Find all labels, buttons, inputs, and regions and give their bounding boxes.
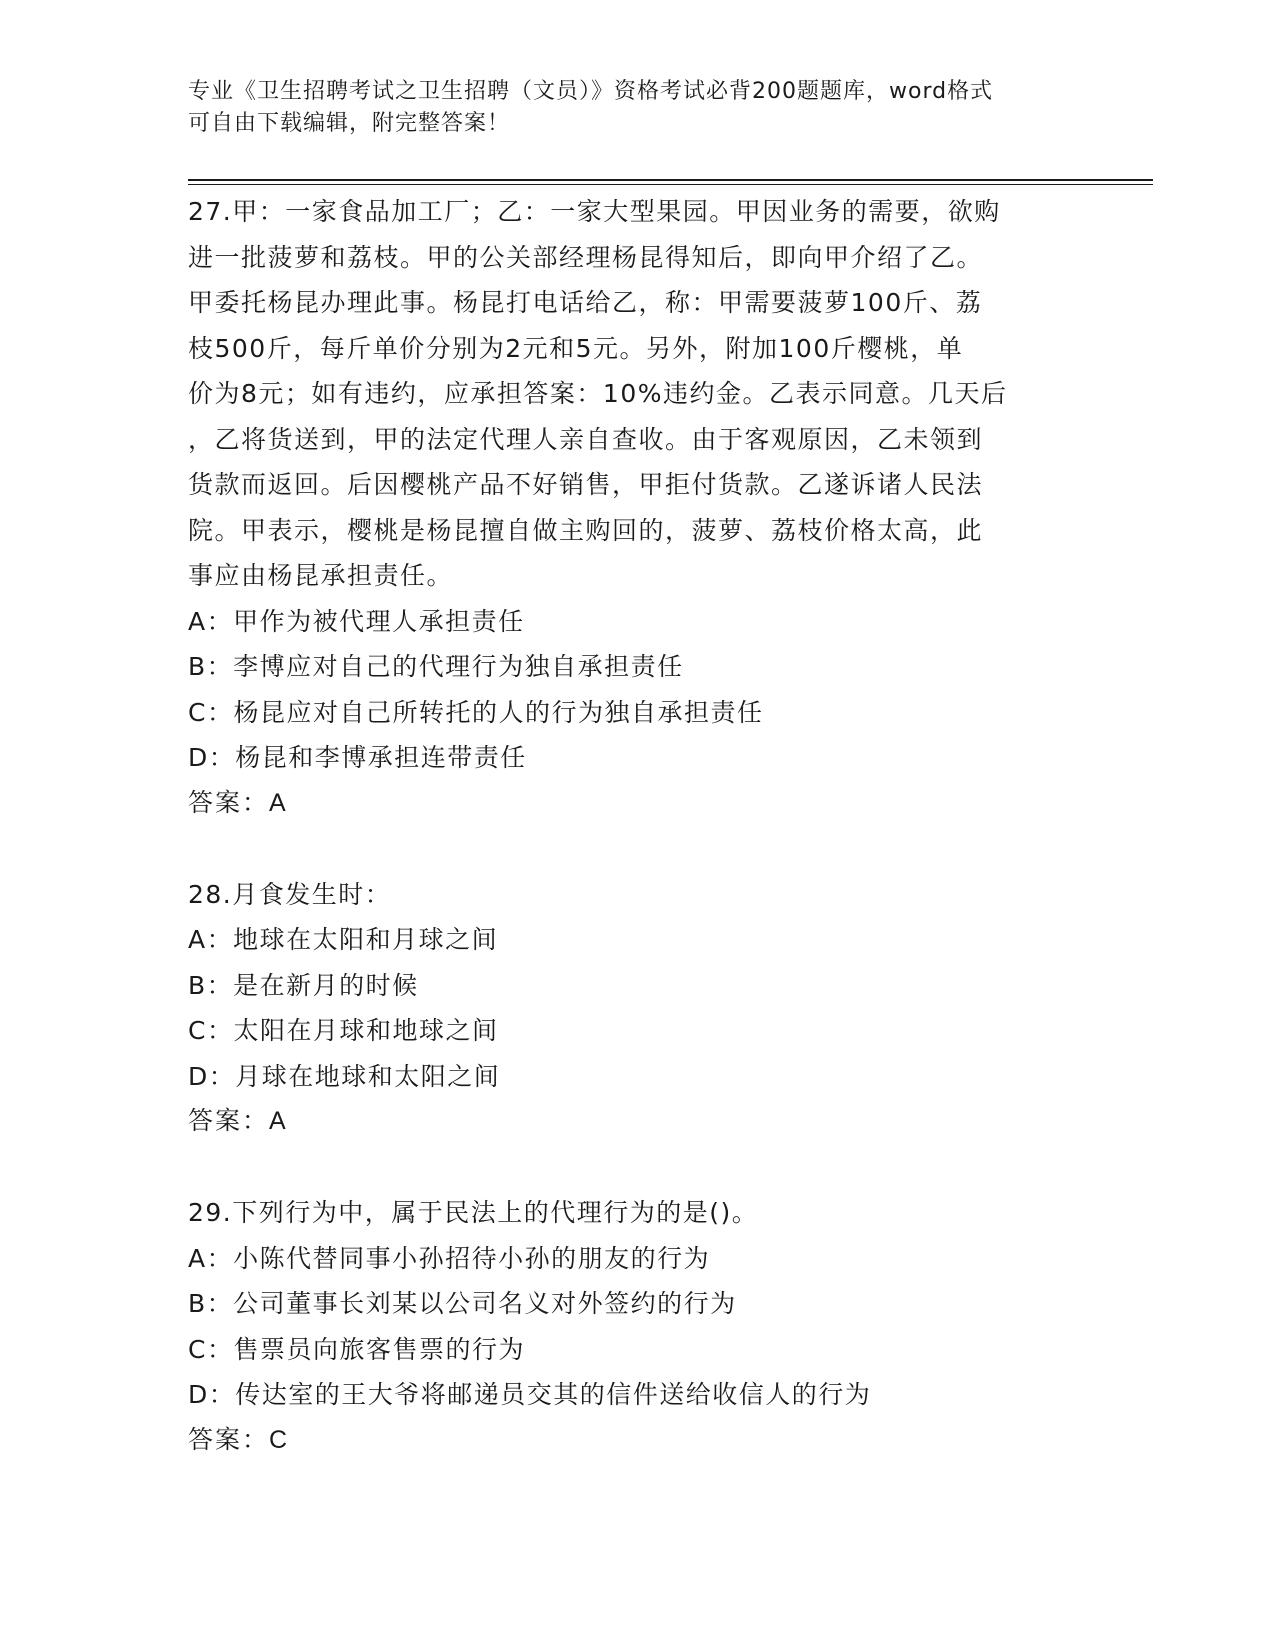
question-27 <box>188 189 1088 826</box>
header-line: 专业《卫生招聘考试之卫生招聘（文员）》资格考试必背200题题库，word格式 <box>188 79 994 104</box>
answer-label: 答案：C <box>188 1425 290 1454</box>
question-stem-line: 事应由杨昆承担责任。 <box>188 561 454 590</box>
question-stem-line: 进一批菠萝和荔枝。甲的公关部经理杨昆得知后，即向甲介绍了乙。 <box>188 242 984 272</box>
question-stem-line: 29.下列行为中，属于民法上的代理行为的是()。 <box>188 1198 759 1227</box>
question-stem-line: ，乙将货送到，甲的法定代理人亲自查收。由于客观原因，乙未领到 <box>188 424 984 454</box>
question-stem-line: 28.月食发生时： <box>188 879 392 909</box>
option-b: B：李博应对自己的代理行为独自承担责任 <box>188 652 684 681</box>
document-header <box>188 76 1068 140</box>
header-line: 可自由下载编辑，附完整答案！ <box>188 111 511 136</box>
option-d: D：杨昆和李博承担连带责任 <box>188 743 527 772</box>
option-b: B：是在新月的时候 <box>188 970 419 1000</box>
question-stem-line: 价为8元；如有违约，应承担答案：10%违约金。乙表示同意。几天后 <box>188 379 1008 408</box>
question-list <box>188 189 1088 1463</box>
question-stem-line: 院。甲表示，樱桃是杨昆擅自做主购回的，菠萝、荔枝价格太高，此 <box>188 515 984 545</box>
question-28 <box>188 872 1088 1145</box>
option-a: A：地球在太阳和月球之间 <box>188 925 499 954</box>
question-29 <box>188 1190 1088 1463</box>
question-stem-line: 货款而返回。后因樱桃产品不好销售，甲拒付货款。乙遂诉诸人民法 <box>188 470 984 499</box>
option-a: A：甲作为被代理人承担责任 <box>188 606 525 636</box>
option-d: D：传达室的王大爷将邮递员交其的信件送给收信人的行为 <box>188 1380 872 1409</box>
option-d: D：月球在地球和太阳之间 <box>188 1061 501 1091</box>
question-spacer <box>188 826 1088 872</box>
option-c: C：售票员向旅客售票的行为 <box>188 1334 525 1364</box>
header-divider-thick <box>188 179 1153 181</box>
header-divider-thin <box>188 184 1153 185</box>
option-c: C：杨昆应对自己所转托的人的行为独自承担责任 <box>188 697 764 727</box>
option-a: A：小陈代替同事小孙招待小孙的朋友的行为 <box>188 1243 711 1273</box>
question-stem-line: 枝500斤，每斤单价分别为2元和5元。另外，附加100斤樱桃，单 <box>188 333 964 363</box>
answer-label: 答案：A <box>188 788 288 817</box>
answer-label: 答案：A <box>188 1107 288 1135</box>
question-stem-line: 27.甲：一家食品加工厂；乙：一家大型果园。甲因业务的需要，欲购 <box>188 197 1001 226</box>
question-stem-line: 甲委托杨昆办理此事。杨昆打电话给乙，称：甲需要菠萝100斤、荔 <box>188 288 983 317</box>
option-b: B：公司董事长刘某以公司名义对外签约的行为 <box>188 1289 737 1318</box>
question-spacer <box>188 1145 1088 1191</box>
option-c: C：太阳在月球和地球之间 <box>188 1016 499 1045</box>
